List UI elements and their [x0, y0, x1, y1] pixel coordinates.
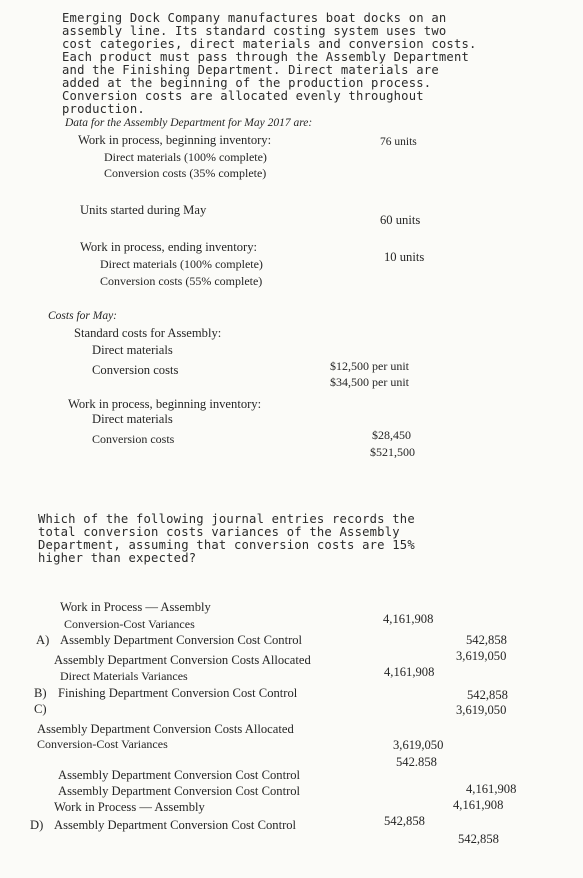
wip-begin-label: Work in process, beginning inventory:: [78, 133, 272, 147]
started-label: Units started during May: [80, 203, 207, 217]
journal-line-10-credit: 4,161,908: [453, 798, 504, 812]
option-b-marker[interactable]: B): [34, 686, 47, 700]
journal-line-11: Work in Process — Assembly: [54, 800, 205, 814]
intro-line-7: Conversion costs are allocated evenly throughout: [62, 89, 424, 103]
journal-line-12: Assembly Department Conversion Cost Control: [54, 818, 297, 832]
question-line-3: Department, assuming that conversion costs are 15%: [38, 538, 415, 552]
journal-line-7-debit: 3,619,050: [393, 738, 444, 752]
journal-line-4: Assembly Department Conversion Costs Allocated: [54, 653, 311, 667]
journal-line-2-credit: 542,858: [466, 633, 507, 647]
journal-line-5: Direct Materials Variances: [60, 669, 188, 683]
question-line-2: total conversion costs variances of the Assembly: [38, 525, 400, 539]
question-line-4: higher than expected?: [38, 551, 197, 565]
standard-dm: Direct materials: [92, 343, 173, 357]
wip-end-units: 10 units: [384, 250, 425, 264]
standard-label: Standard costs for Assembly:: [74, 326, 222, 340]
wip-costs-cc-value: $521,500: [370, 445, 415, 459]
intro-line-8: production.: [62, 102, 145, 116]
intro-line-1: Emerging Dock Company manufactures boat docks on an: [62, 11, 447, 25]
journal-line-8-debit: 542.858: [396, 755, 437, 769]
question-line-1: Which of the following journal entries records the: [38, 512, 415, 526]
wip-begin-units: 76 units: [380, 136, 417, 148]
journal-line-5-credit: 542,858: [467, 688, 508, 702]
option-c-marker[interactable]: C): [34, 702, 47, 716]
journal-line-10: Assembly Department Conversion Cost Control: [58, 784, 301, 798]
intro-line-3: cost categories, direct materials and conversion costs.: [62, 37, 477, 51]
wip-end-label: Work in process, ending inventory:: [80, 240, 258, 254]
standard-dm-value: $12,500 per unit: [330, 359, 409, 373]
wip-end-cc: Conversion costs (55% complete): [100, 274, 263, 288]
wip-costs-label: Work in process, beginning inventory:: [68, 397, 262, 411]
journal-line-4-debit: 4,161,908: [384, 665, 435, 679]
journal-line-9: Assembly Department Conversion Cost Control: [58, 768, 301, 782]
standard-cc: Conversion costs: [92, 363, 179, 377]
wip-begin-cc: Conversion costs (35% complete): [104, 166, 267, 180]
journal-line-12-credit: 542,858: [458, 832, 499, 846]
journal-line-6: Finishing Department Conversion Cost Control: [58, 686, 298, 700]
wip-end-dm: Direct materials (100% complete): [100, 257, 263, 271]
standard-cc-value: $34,500 per unit: [330, 375, 409, 389]
journal-line-7: Assembly Department Conversion Costs Allocated: [37, 722, 294, 736]
journal-line-2: Conversion-Cost Variances: [64, 617, 195, 631]
wip-begin-dm: Direct materials (100% complete): [104, 150, 267, 164]
journal-line-8: Conversion-Cost Variances: [37, 737, 168, 751]
journal-line-1: Work in Process — Assembly: [60, 600, 211, 614]
costs-heading: Costs for May:: [48, 310, 117, 322]
option-d-marker[interactable]: D): [30, 818, 44, 832]
intro-line-6: added at the beginning of the production process.: [62, 76, 432, 90]
journal-line-3: Assembly Department Conversion Cost Control: [60, 633, 303, 647]
journal-line-6-credit: 3,619,050: [456, 703, 507, 717]
started-units: 60 units: [380, 213, 421, 227]
intro-line-5: and the Finishing Department. Direct materials are: [62, 63, 439, 77]
journal-line-11-debit: 542,858: [384, 814, 425, 828]
option-a-marker[interactable]: A): [36, 633, 50, 647]
journal-line-9-credit: 4,161,908: [466, 782, 517, 796]
journal-line-1-debit: 4,161,908: [383, 612, 434, 626]
wip-costs-dm-value: $28,450: [372, 428, 411, 442]
wip-costs-dm: Direct materials: [92, 412, 173, 426]
intro-line-2: assembly line. Its standard costing system uses two: [62, 24, 447, 38]
journal-line-3-credit: 3,619,050: [456, 649, 507, 663]
data-heading: Data for the Assembly Department for May 2017 are:: [65, 117, 313, 129]
wip-costs-cc: Conversion costs: [92, 432, 175, 446]
intro-line-4: Each product must pass through the Assembly Department: [62, 50, 470, 64]
